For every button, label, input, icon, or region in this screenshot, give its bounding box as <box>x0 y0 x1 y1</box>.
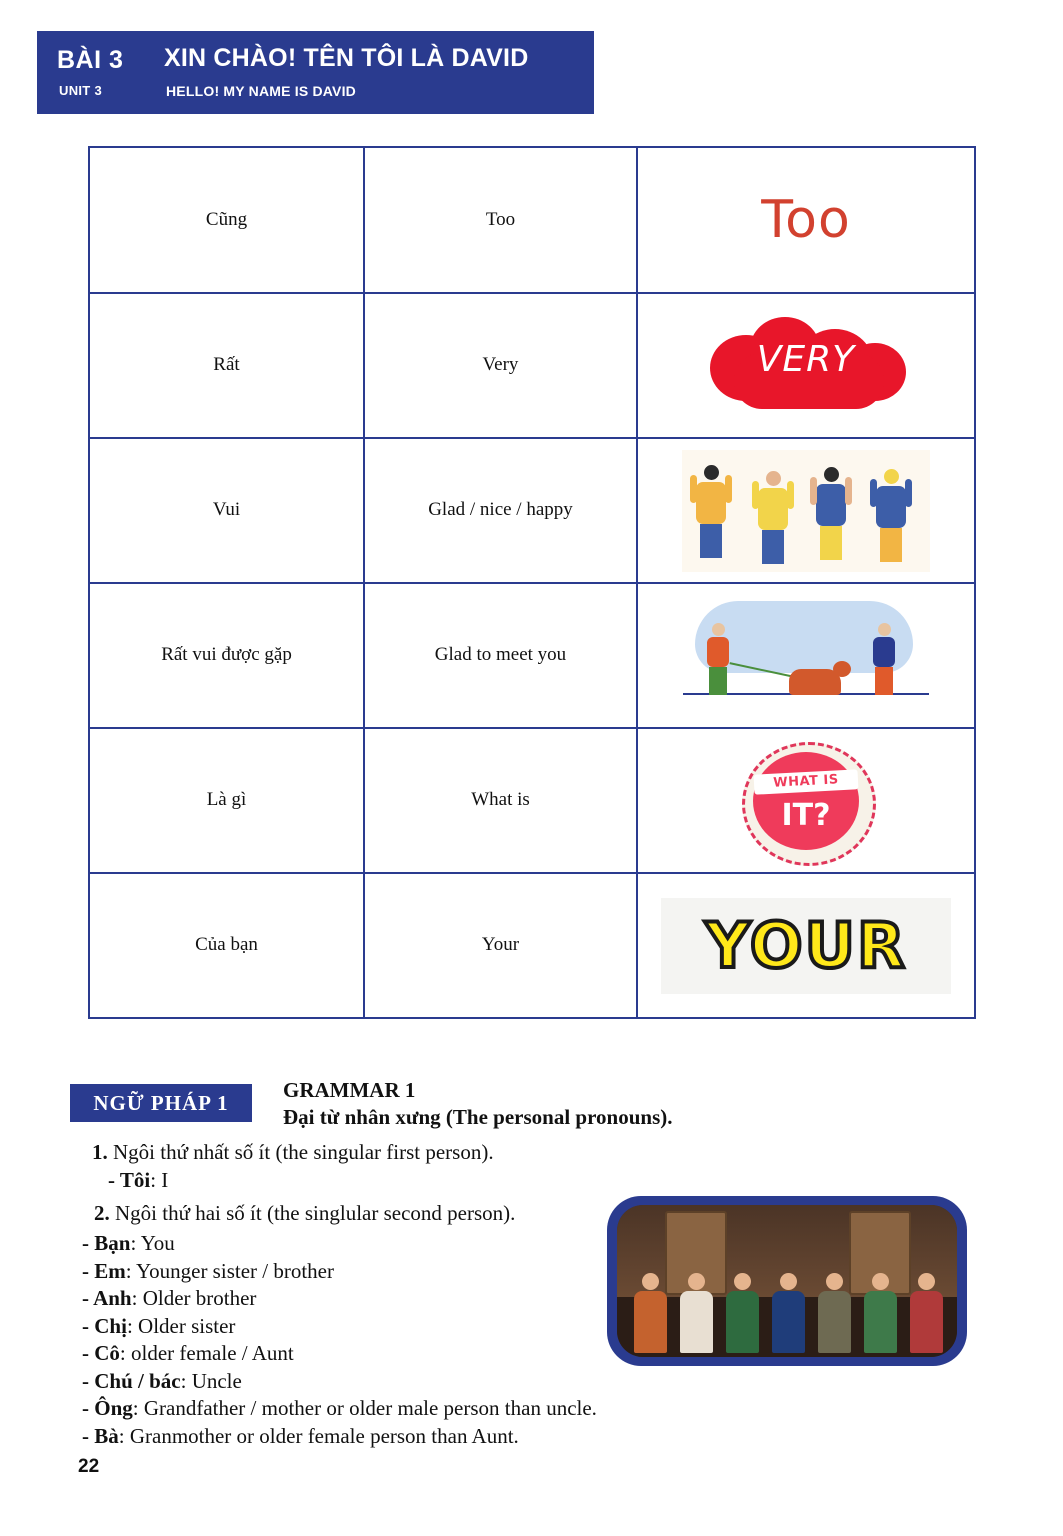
pronoun-label: - Anh <box>82 1286 132 1310</box>
legs-shape <box>762 530 784 564</box>
very-blob-image-wrap <box>638 313 974 418</box>
photo-person <box>633 1273 667 1353</box>
what-is-it-badge-image <box>742 742 870 860</box>
vocab-illustration-cell <box>637 293 975 438</box>
pronoun-label: - Cô <box>82 1341 120 1365</box>
unit-title-vi: XIN CHÀO! TÊN TÔI LÀ DAVID <box>164 44 529 72</box>
vocab-english: Your <box>364 873 637 1018</box>
vocab-english: Too <box>364 147 637 293</box>
arm-shape <box>845 477 852 505</box>
vocab-illustration-cell <box>637 583 975 728</box>
vocab-vietnamese: Rất vui được gặp <box>89 583 364 728</box>
body-shape <box>696 482 726 524</box>
pronoun-value: : Older sister <box>126 1313 236 1338</box>
grammar-item-2-number: 2. <box>94 1201 110 1225</box>
head-shape <box>780 1273 797 1290</box>
people-meeting-with-dog-image <box>677 595 935 717</box>
vocab-english: What is <box>364 728 637 873</box>
very-word-text: VERY <box>756 339 856 380</box>
unit-header-bar <box>37 31 594 114</box>
grammar-item-1 <box>92 1140 494 1165</box>
grammar-item-2 <box>94 1201 515 1226</box>
head-shape <box>642 1273 659 1290</box>
head-shape <box>734 1273 751 1290</box>
pronoun-value: : Granmother or older female person than Aunt. <box>118 1423 519 1448</box>
legs-shape <box>880 528 902 562</box>
pronoun-label: - Em <box>82 1258 126 1283</box>
arm-shape <box>787 481 794 509</box>
vocab-illustration-cell <box>637 438 975 583</box>
head-shape <box>688 1273 705 1290</box>
body-shape <box>910 1291 943 1353</box>
table-row <box>89 147 975 293</box>
body-shape <box>864 1291 897 1353</box>
head-shape <box>918 1273 935 1290</box>
pronoun-value: : older female / Aunt <box>119 1341 294 1365</box>
arm-shape <box>690 475 697 503</box>
body-shape <box>758 488 788 530</box>
photo-person <box>817 1273 851 1353</box>
legs-shape <box>700 524 722 558</box>
it-label: IT? <box>781 797 831 833</box>
grammar-item-1-example <box>108 1168 168 1193</box>
table-row <box>89 583 975 728</box>
head-shape <box>766 471 781 486</box>
happy-jumping-people-image <box>682 450 930 572</box>
body-shape <box>876 486 906 528</box>
vocab-vietnamese: Là gì <box>89 728 364 873</box>
vocab-english: Glad to meet you <box>364 583 637 728</box>
dog-figure <box>789 669 841 695</box>
person-figure <box>758 471 788 564</box>
legs-shape <box>709 667 727 695</box>
arm-shape <box>752 481 759 509</box>
walker-figure <box>707 623 729 695</box>
meeting-image-wrap <box>638 595 974 717</box>
pronoun-label: - Chú / bác <box>82 1368 181 1393</box>
person-figure <box>816 467 846 560</box>
head-shape <box>884 469 899 484</box>
grammar-item-2-text: Ngôi thứ hai số ít (the singlular second person). <box>109 1201 516 1225</box>
grammar-item-1-example-label: - Tôi <box>108 1168 151 1192</box>
photo-person <box>909 1273 943 1353</box>
table-row <box>89 438 975 583</box>
head-shape <box>826 1273 843 1290</box>
vocab-english: Very <box>364 293 637 438</box>
body-shape <box>634 1291 667 1353</box>
happy-people-wrap <box>638 450 974 572</box>
legs-shape <box>875 667 893 695</box>
body-shape <box>873 637 895 667</box>
pronoun-value: : Grandfather / mother or older male person than uncle. <box>132 1396 597 1420</box>
photo-person <box>679 1273 713 1353</box>
list-item <box>82 1423 597 1451</box>
walker-figure <box>873 623 895 695</box>
body-shape <box>818 1291 851 1353</box>
body-shape <box>707 637 729 667</box>
vocab-illustration-cell <box>637 147 975 293</box>
list-item <box>82 1340 597 1368</box>
unit-label-en: UNIT 3 <box>59 83 102 98</box>
head-shape <box>712 623 725 636</box>
list-item <box>82 1395 597 1423</box>
pronoun-label: - Bà <box>82 1423 119 1448</box>
list-item <box>82 1313 597 1341</box>
photo-person <box>725 1273 759 1353</box>
arm-shape <box>810 477 817 505</box>
grammar-item-1-number: 1. <box>92 1140 108 1164</box>
unit-title-en: HELLO! MY NAME IS DAVID <box>166 83 356 99</box>
pronoun-value: : Older brother <box>131 1286 257 1310</box>
arm-shape <box>870 479 877 507</box>
vocabulary-table <box>88 146 976 1019</box>
pronoun-label: - Bạn <box>82 1231 131 1255</box>
body-shape <box>726 1291 759 1353</box>
grammar-section-tag: NGỮ PHÁP 1 <box>70 1084 252 1122</box>
head-shape <box>872 1273 889 1290</box>
too-word-text: Too <box>761 190 851 250</box>
your-word-image <box>661 898 951 994</box>
what-is-it-wrap <box>638 742 974 860</box>
very-blob-image <box>704 313 909 418</box>
list-item <box>82 1368 597 1396</box>
pronoun-value: : Uncle <box>180 1368 242 1393</box>
grammar-item-1-text: Ngôi thứ nhất số ít (the singular first person). <box>107 1140 494 1164</box>
vocab-illustration-cell <box>637 728 975 873</box>
legs-shape <box>820 526 842 560</box>
page-number: 22 <box>78 1456 100 1477</box>
grammar-subtitle: Đại từ nhân xưng (The personal pronouns). <box>283 1105 673 1129</box>
person-figure <box>696 465 726 558</box>
too-word-image <box>638 190 974 250</box>
person-figure <box>876 469 906 562</box>
body-shape <box>680 1291 713 1353</box>
photo-person <box>863 1273 897 1353</box>
pronoun-value: : You <box>130 1231 175 1255</box>
photo-inner <box>617 1205 957 1357</box>
pronoun-value: : Younger sister / brother <box>125 1258 334 1283</box>
vocab-illustration-cell <box>637 873 975 1018</box>
table-row <box>89 728 975 873</box>
body-shape <box>772 1291 805 1353</box>
vocab-vietnamese: Cũng <box>89 147 364 293</box>
vocab-vietnamese: Của bạn <box>89 873 364 1018</box>
family-group-photo <box>607 1196 967 1366</box>
head-shape <box>878 623 891 636</box>
list-item <box>82 1230 597 1258</box>
grammar-title: GRAMMAR 1 <box>283 1078 416 1102</box>
pronoun-list <box>82 1230 597 1450</box>
grammar-item-1-example-value: : I <box>150 1168 169 1192</box>
vocab-english: Glad / nice / happy <box>364 438 637 583</box>
photo-person <box>771 1273 805 1353</box>
table-row <box>89 293 975 438</box>
vocab-vietnamese: Vui <box>89 438 364 583</box>
arm-shape <box>725 475 732 503</box>
head-shape <box>824 467 839 482</box>
your-word-text: YOUR <box>705 909 907 982</box>
list-item <box>82 1258 597 1286</box>
list-item <box>82 1285 597 1313</box>
body-shape <box>816 484 846 526</box>
pronoun-label: - Chị <box>82 1313 127 1338</box>
unit-label-vi: BÀI 3 <box>57 46 124 74</box>
pronoun-label: - Ông <box>82 1396 133 1420</box>
table-row <box>89 873 975 1018</box>
your-word-wrap <box>638 898 974 994</box>
arm-shape <box>905 479 912 507</box>
vocab-vietnamese: Rất <box>89 293 364 438</box>
head-shape <box>704 465 719 480</box>
what-is-label: WHAT IS <box>754 769 859 794</box>
